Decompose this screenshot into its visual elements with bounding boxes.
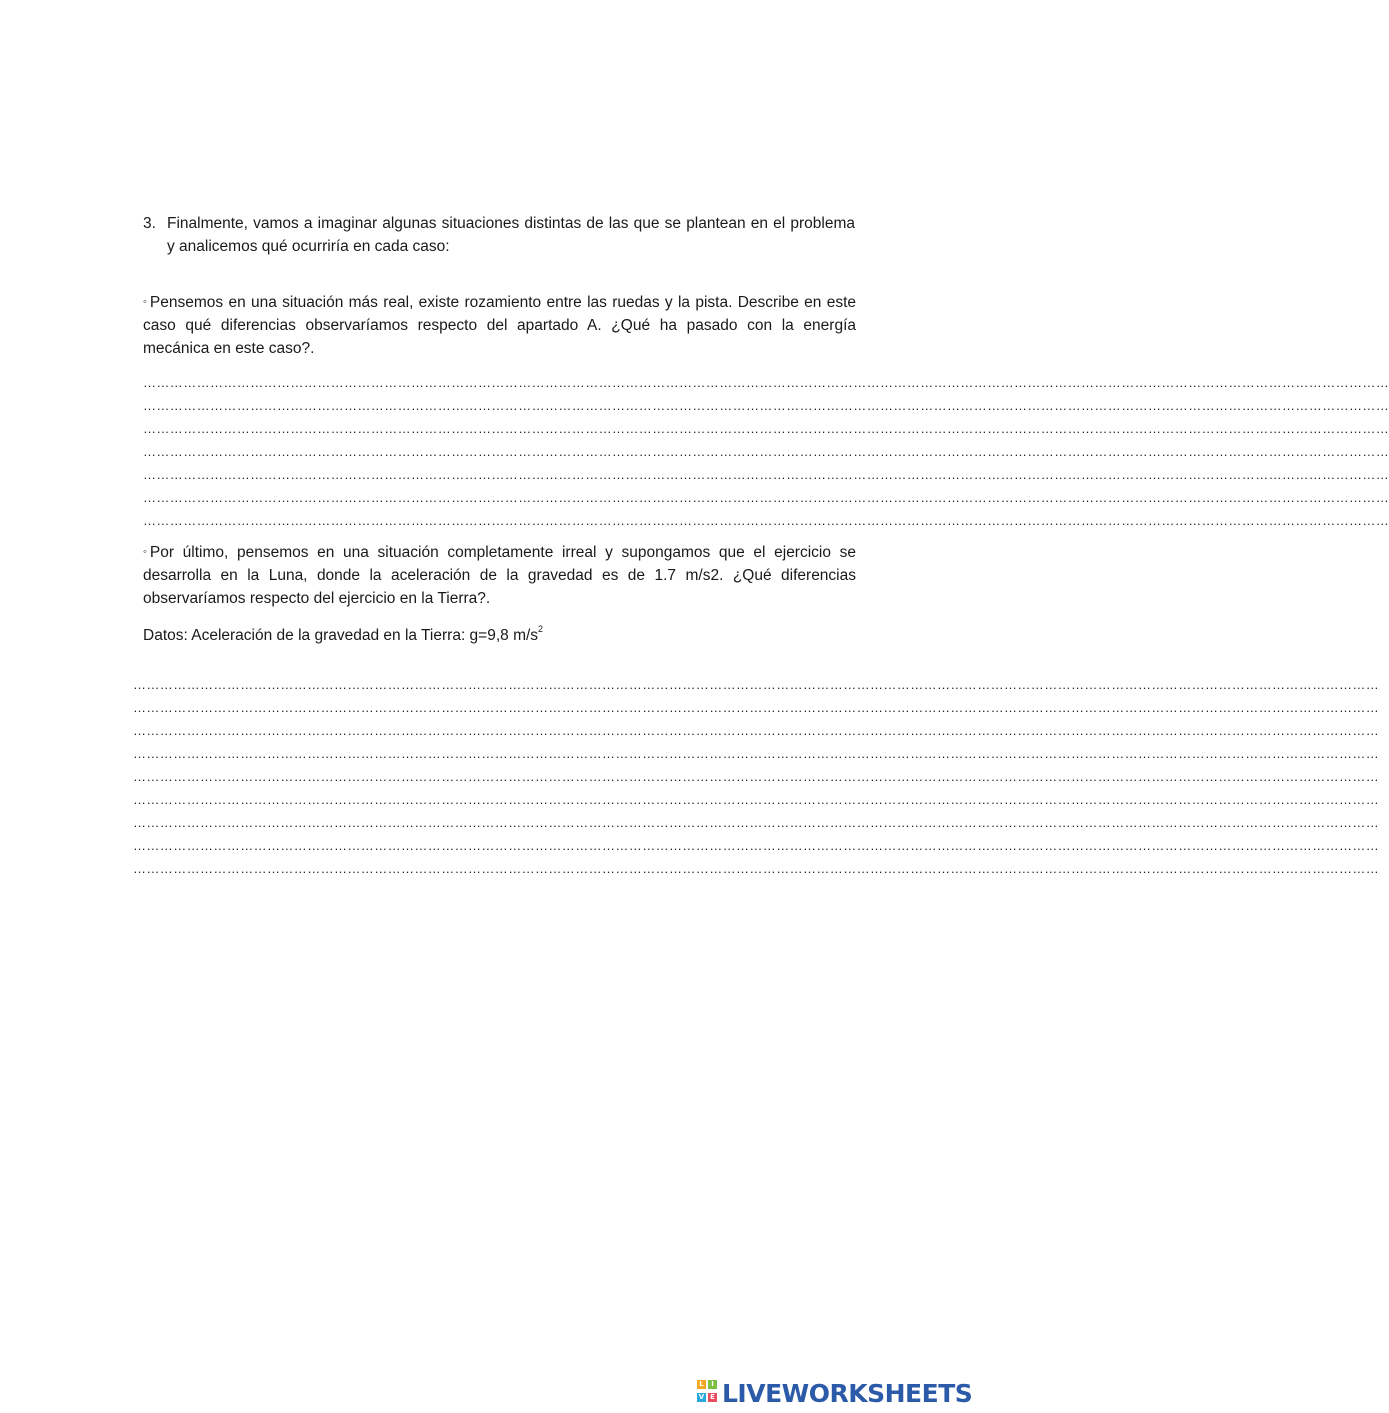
answer-area-1[interactable] bbox=[143, 371, 1389, 532]
answer-line[interactable]: ……………………………………………………………………………………………………………………………………………………………………………………………………………………………………………………… bbox=[133, 861, 1380, 876]
answer-line[interactable]: ……………………………………………………………………………………………………………………………………………………………………………………………………………………………………………………… bbox=[133, 838, 1380, 853]
answer-line[interactable]: ……………………………………………………………………………………………………………………………………………………………………………………………………………………………………………………… bbox=[143, 421, 1389, 436]
item-friction-text: Pensemos en una situación más real, existe rozamiento entre las ruedas y la pista. Describe en este caso qué diferencias observaríamos respecto del apartado A. ¿Qué ha pasado con la energía mecánica en este caso?. bbox=[143, 294, 856, 357]
item-moon-text: Por último, pensemos en una situación completamente irreal y supongamos que el ejercicio se desarrolla en la Luna, donde la aceleración de la gravedad es de 1.7 m/s2. ¿Qué diferencias observaríamos respecto del ejercicio en la Tierra?. bbox=[143, 544, 856, 607]
logo-letter: L bbox=[697, 1380, 706, 1389]
bullet-icon: ◦ bbox=[143, 296, 147, 308]
answer-line[interactable]: ……………………………………………………………………………………………………………………………………………………………………………………………………………………………………………………… bbox=[143, 375, 1389, 390]
answer-line[interactable]: ……………………………………………………………………………………………………………………………………………………………………………………………………………………………………………………… bbox=[133, 723, 1380, 738]
question-3 bbox=[143, 212, 855, 258]
answer-line[interactable]: ……………………………………………………………………………………………………………………………………………………………………………………………………………………………………………………… bbox=[143, 467, 1389, 482]
answer-line[interactable]: ……………………………………………………………………………………………………………………………………………………………………………………………………………………………………………………… bbox=[143, 444, 1389, 459]
item-moon bbox=[143, 541, 856, 610]
question-text: Finalmente, vamos a imaginar algunas situaciones distintas de las que se plantean en el problema y analicemos qué ocurriría en cada caso: bbox=[167, 215, 855, 255]
datos-line bbox=[143, 624, 856, 647]
logo-text: LIVEWORKSHEETS bbox=[722, 1378, 973, 1408]
bullet-icon: ◦ bbox=[143, 546, 147, 558]
answer-line[interactable]: ……………………………………………………………………………………………………………………………………………………………………………………………………………………………………………………… bbox=[133, 815, 1380, 830]
datos-text: Datos: Aceleración de la gravedad en la Tierra: g=9,8 m/s bbox=[143, 627, 539, 644]
answer-line[interactable]: ……………………………………………………………………………………………………………………………………………………………………………………………………………………………………………………… bbox=[143, 513, 1389, 528]
answer-line[interactable]: ……………………………………………………………………………………………………………………………………………………………………………………………………………………………………………………… bbox=[133, 700, 1380, 715]
item-friction bbox=[143, 291, 856, 360]
answer-line[interactable]: ……………………………………………………………………………………………………………………………………………………………………………………………………………………………………………………… bbox=[133, 792, 1380, 807]
logo-letter: I bbox=[708, 1380, 717, 1389]
answer-line[interactable]: ……………………………………………………………………………………………………………………………………………………………………………………………………………………………………………………… bbox=[143, 490, 1389, 505]
answer-line[interactable]: ……………………………………………………………………………………………………………………………………………………………………………………………………………………………………………………… bbox=[133, 769, 1380, 784]
answer-line[interactable]: ……………………………………………………………………………………………………………………………………………………………………………………………………………………………………………………… bbox=[143, 398, 1389, 413]
answer-area-2[interactable] bbox=[133, 673, 1380, 880]
logo-letter: V bbox=[698, 1393, 705, 1401]
datos-exponent: 2 bbox=[538, 624, 544, 634]
liveworksheets-logo bbox=[697, 1378, 972, 1408]
answer-line[interactable]: ……………………………………………………………………………………………………………………………………………………………………………………………………………………………………………………… bbox=[133, 746, 1380, 761]
question-number: 3. bbox=[143, 215, 156, 232]
logo-letter: E bbox=[708, 1393, 717, 1402]
logo-mark-icon bbox=[697, 1380, 719, 1406]
answer-line[interactable]: ……………………………………………………………………………………………………………………………………………………………………………………………………………………………………………………… bbox=[133, 677, 1380, 692]
